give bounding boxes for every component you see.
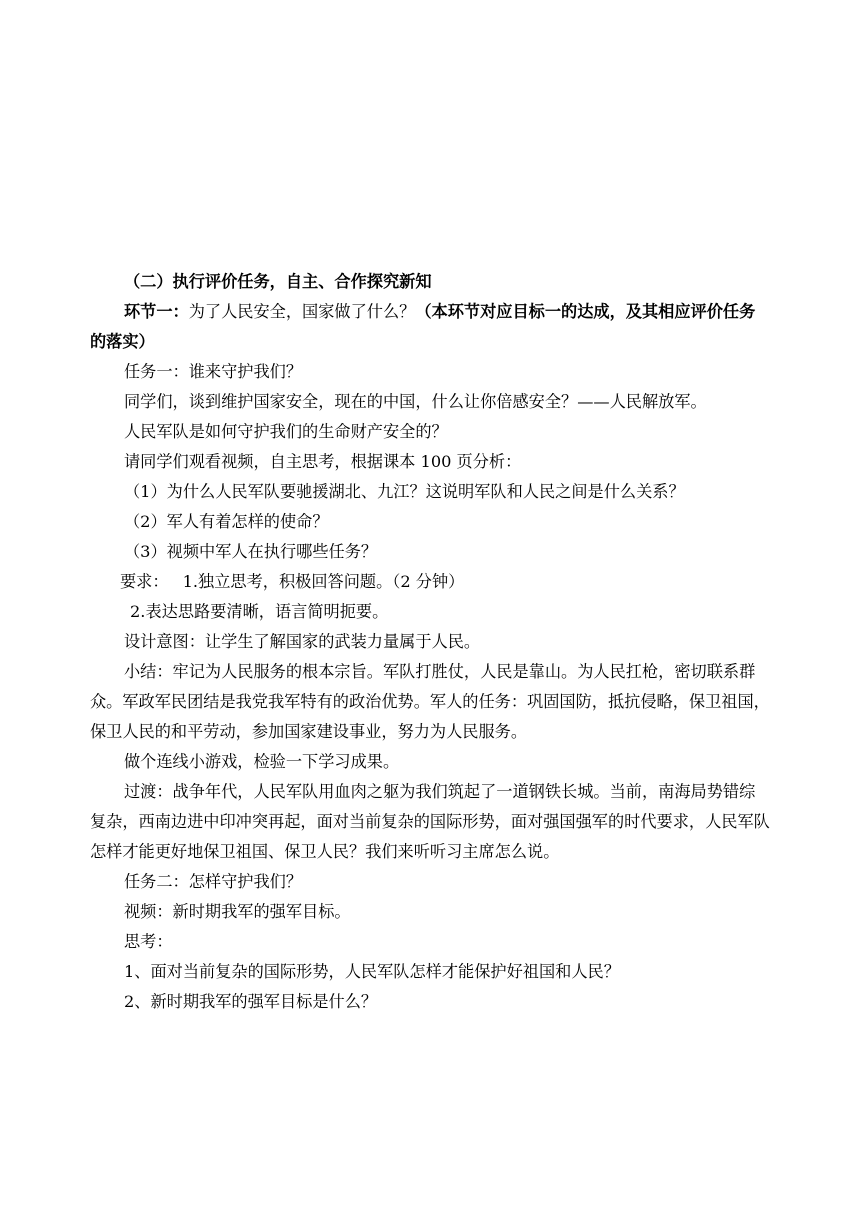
segment1-paragraph [90,297,770,357]
segment1-label: 环节一： [124,302,189,321]
requirement-item-2: 2.表达思路要清晰，语言简明扼要。 [130,602,389,621]
task1-paragraph-2: 人民军队是如何守护我们的生命财产安全的？ [124,422,448,441]
task2-question-1: 1、面对当前复杂的国际形势，人民军队怎样才能保护好祖国和人民？ [124,962,620,981]
task1-paragraph-1: 同学们，谈到维护国家安全，现在的中国，什么让你倍感安全？——人民解放军。 [124,392,707,411]
requirement-line-1 [90,567,770,597]
task1-question-2: （2）军人有着怎样的使命？ [124,512,329,531]
task2-question-2: 2、新时期我军的强军目标是什么？ [124,992,378,1011]
segment1-question: 为了人民安全，国家做了什么？ [188,302,416,321]
task1-paragraph-3: 请同学们观看视频，自主思考，根据课本 100 页分析： [124,452,522,471]
requirement-item-1: 1.独立思考，积极回答问题。（2 分钟） [182,572,465,591]
requirement-label: 要求： [120,572,169,591]
task1-question-1: （1）为什么人民军队要驰援湖北、九江？这说明军队和人民之间是什么关系？ [124,482,685,501]
task1-question-3: （3）视频中军人在执行哪些任务？ [124,542,378,561]
design-intent: 设计意图：让学生了解国家的武装力量属于人民。 [124,632,481,651]
transition-paragraph: 过渡：战争年代，人民军队用血肉之躯为我们筑起了一道钢铁长城。当前，南海局势错综复杂，西南边进中印冲突再起，面对当前复杂的国际形势，面对强国强军的时代要求，人民军队怎样才能更好地保卫祖国、保卫人民？我们来听听习主席怎么说。 [90,782,770,861]
task2-think: 思考： [124,932,173,951]
task2-video: 视频：新时期我军的强军目标。 [124,902,351,921]
segment1-note: （本环节对应目标一的达成，及其相应评价任务的落实） [90,302,756,351]
game-paragraph: 做个连线小游戏，检验一下学习成果。 [124,752,400,771]
task2-title: 任务二：怎样守护我们？ [124,872,303,891]
task1-title: 任务一：谁来守护我们？ [124,362,303,381]
summary-paragraph: 小结：牢记为人民服务的根本宗旨。军队打胜仗，人民是靠山。为人民扛枪，密切联系群众。军政军民团结是我党我军特有的政治优势。军人的任务：巩固国防，抵抗侵略，保卫祖国，保卫人民的和平劳动，参加国家建设事业，努力为人民服务。 [90,662,770,741]
section-heading: （二）执行评价任务，自主、合作探究新知 [124,272,432,291]
document-body [90,267,770,1017]
